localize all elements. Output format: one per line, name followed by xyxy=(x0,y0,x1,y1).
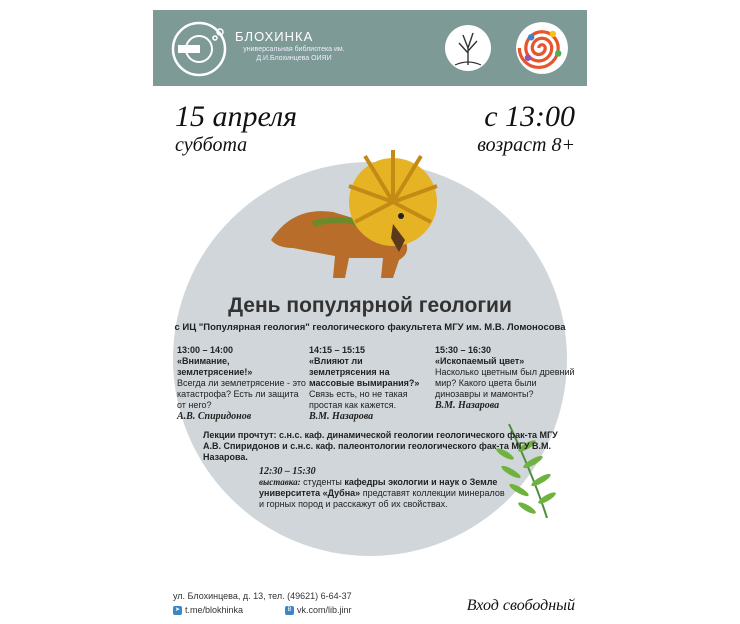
exhibition-time: 12:30 – 15:30 xyxy=(259,466,316,477)
telegram-icon: ➤ xyxy=(174,606,181,613)
tree-logo-icon xyxy=(443,23,493,73)
talk-title: «Внимание, землетрясение!» xyxy=(177,356,253,377)
poster-header xyxy=(153,10,587,86)
talk-description: Всегда ли землетрясение - это катастрофа? Есть ли защита от него? xyxy=(177,378,306,410)
talk-title: «Влияют ли землетрясения на массовые вымирания?» xyxy=(309,356,420,388)
free-entry: Вход свободный xyxy=(466,597,575,614)
vk-link[interactable] xyxy=(285,605,352,615)
event-age: возраст 8+ xyxy=(477,134,575,156)
exhibition-label: выставка: xyxy=(259,477,301,487)
telegram-link[interactable] xyxy=(173,605,243,615)
vk-icon: B xyxy=(285,606,294,615)
talk-time: 13:00 – 14:00 xyxy=(177,345,234,355)
talk-author: А.В. Спиридонов xyxy=(177,411,252,422)
spiral-logo-icon xyxy=(515,21,569,75)
lecturers-note: Лекции прочтут: с.н.с. каф. динамической геологии геологического фак-та МГУ А.В. Спиридонов и с.н.с. каф. палеонтологии геологического фак-та МГУ В.М. Назарова. xyxy=(203,430,558,462)
library-logo-icon xyxy=(168,18,230,80)
event-date: 15 апреля xyxy=(175,100,298,133)
telegram-url[interactable]: t.me/blokhinka xyxy=(185,605,244,615)
talk-1 xyxy=(177,345,307,422)
event-time: с 13:00 xyxy=(484,100,575,133)
exhibition-block xyxy=(259,466,509,510)
talk-description: Насколько цветным был древний мир? Какого цвета были динозавры и мамонты? xyxy=(435,367,575,399)
talk-2 xyxy=(309,345,427,422)
event-title: День популярной геологии xyxy=(228,294,512,317)
event-poster xyxy=(153,10,587,618)
exhibition-organizer: кафедры экологии и наук о Земле университета «Дубна» xyxy=(259,477,498,498)
footer-address: ул. Блохинцева, д. 13, тел. (49621) 6-64-37 xyxy=(173,591,352,601)
dinosaur-image xyxy=(253,128,453,278)
talk-description: Связь есть, но не такая простая как кажется. xyxy=(309,389,408,410)
talk-time: 15:30 – 16:30 xyxy=(435,345,492,355)
talk-time: 14:15 – 15:15 xyxy=(309,345,366,355)
event-subtitle: с ИЦ "Популярная геология" геологического факультета МГУ им. М.В. Ломоносова xyxy=(174,322,566,333)
exhibition-text xyxy=(259,477,509,510)
talk-title: «Ископаемый цвет» xyxy=(435,356,525,366)
talk-3 xyxy=(435,345,575,411)
exhibition-text-a: студенты xyxy=(303,477,342,487)
brand-subtitle: универсальная библиотека им. Д.И.Блохинцева ОИЯИ xyxy=(243,46,345,62)
event-weekday: суббота xyxy=(175,134,248,156)
talk-author: В.М. Назарова xyxy=(435,400,500,411)
vk-url[interactable]: vk.com/lib.jinr xyxy=(297,605,352,615)
brand-name: БЛОХИНКА xyxy=(235,29,314,44)
exhibition-text-b: представят коллекции минералов и горных пород и расскажут об их свойствах. xyxy=(259,488,505,509)
talk-author: В.М. Назарова xyxy=(309,411,374,422)
